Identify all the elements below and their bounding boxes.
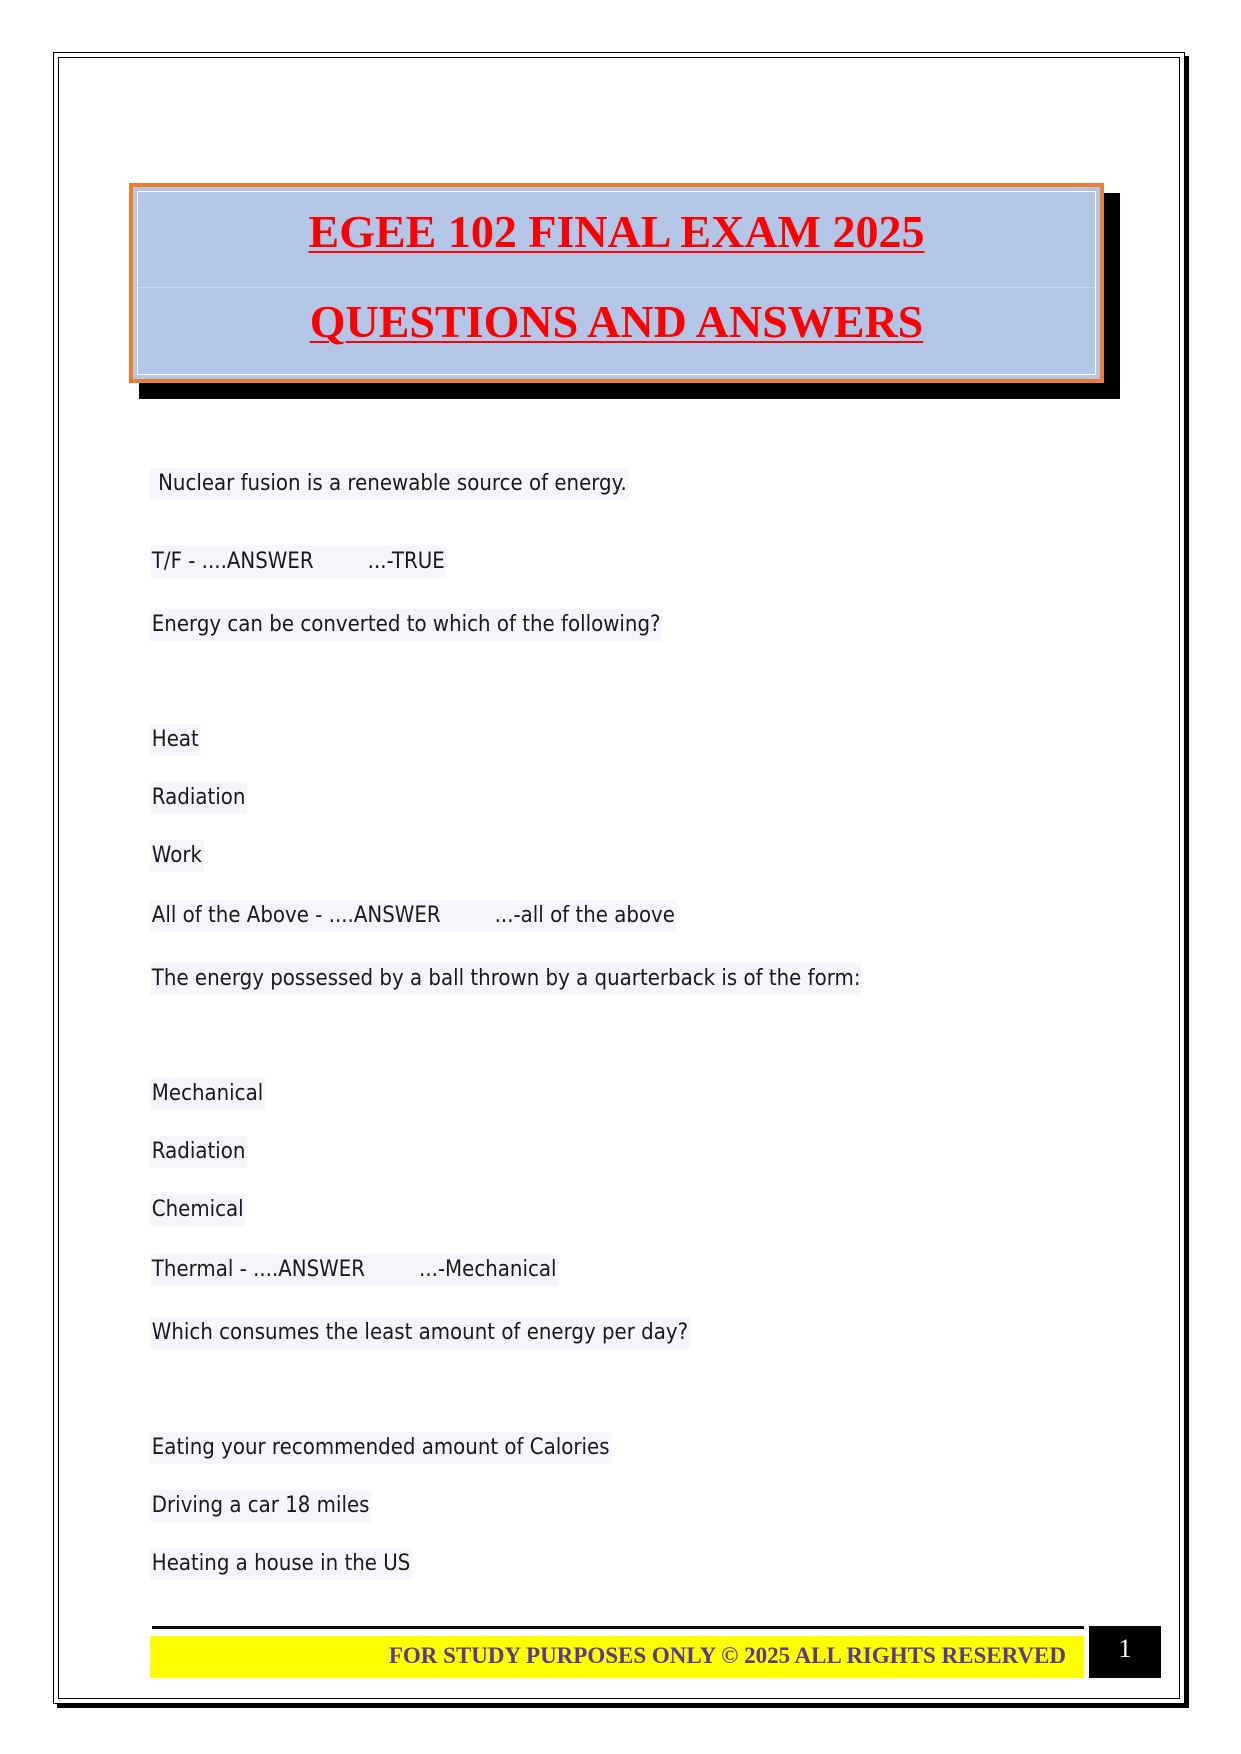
question-4-option-2: Driving a car 18 miles <box>150 1490 371 1522</box>
question-4: Which consumes the least amount of energy per day? <box>150 1317 690 1349</box>
title-line-1: EGEE 102 FINAL EXAM 2025 <box>308 206 925 257</box>
answer-value: ...-TRUE <box>367 549 445 574</box>
footer-text: FOR STUDY PURPOSES ONLY © 2025 ALL RIGHTS RESERVED <box>388 1643 1066 1668</box>
answer-value: ...-all of the above <box>494 903 675 928</box>
title-line-2: QUESTIONS AND ANSWERS <box>309 296 924 347</box>
question-2-option-1: Heat <box>150 724 201 756</box>
question-3-option-1: Mechanical <box>150 1078 265 1110</box>
question-2-answer-line <box>150 900 677 932</box>
question-2-option-3: Work <box>150 840 204 872</box>
page-number: 1 <box>1118 1634 1132 1663</box>
page-number-box <box>1089 1626 1161 1678</box>
answer-label: All of the Above - ....ANSWER <box>151 903 441 928</box>
answer-value: ...-Mechanical <box>419 1257 557 1282</box>
footer-bar <box>150 1636 1084 1678</box>
title-box <box>129 183 1104 383</box>
question-3-answer-line <box>150 1254 558 1286</box>
footer-rule <box>152 1626 1084 1629</box>
question-4-option-3: Heating a house in the US <box>150 1548 412 1580</box>
question-1: Nuclear fusion is a renewable source of energy. <box>150 468 629 500</box>
question-3: The energy possessed by a ball thrown by a quarterback is of the form: <box>150 963 862 995</box>
question-3-option-3: Chemical <box>150 1194 245 1226</box>
title-divider <box>138 287 1095 288</box>
answer-label: T/F - ....ANSWER <box>151 549 314 574</box>
answer-label: Thermal - ....ANSWER <box>151 1257 366 1282</box>
question-2-option-2: Radiation <box>150 782 247 814</box>
question-2: Energy can be converted to which of the following? <box>150 609 662 641</box>
question-3-option-2: Radiation <box>150 1136 247 1168</box>
question-1-answer-line <box>150 546 447 578</box>
question-4-option-1: Eating your recommended amount of Calories <box>150 1432 611 1464</box>
